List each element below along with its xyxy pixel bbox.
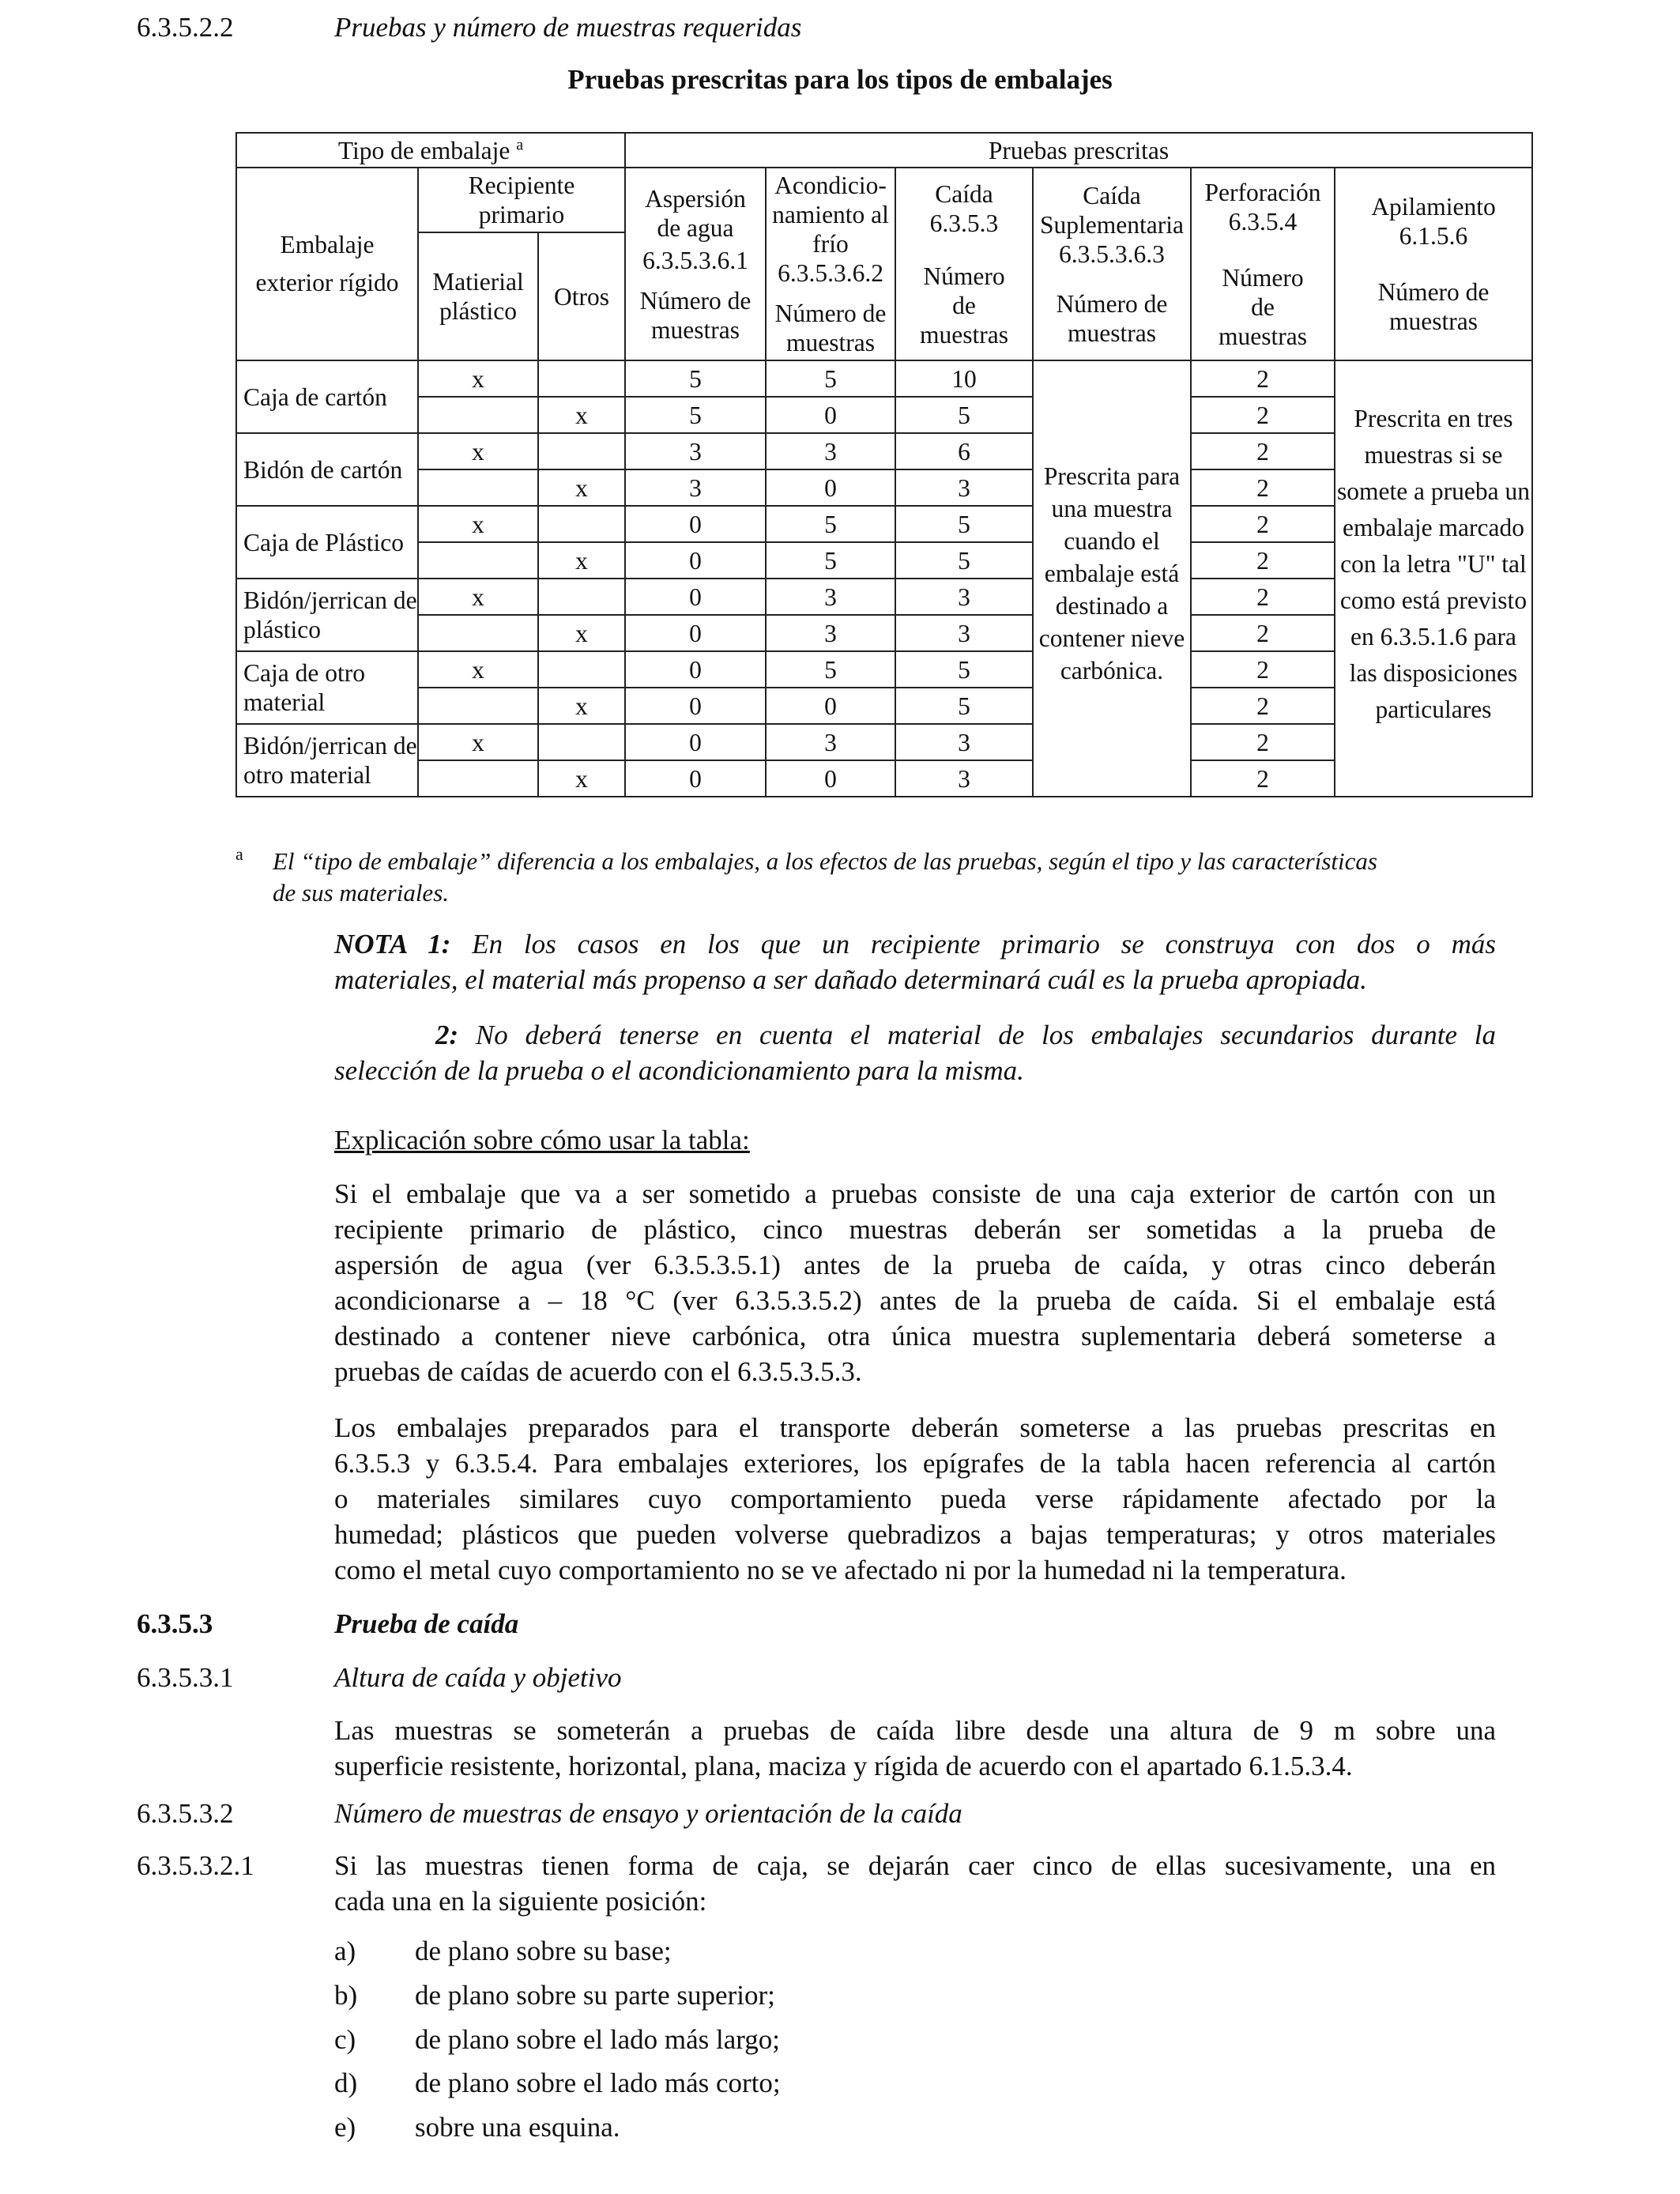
cell: 0 bbox=[625, 688, 766, 724]
cell: 3 bbox=[895, 579, 1033, 615]
prescribed-tests-header: Pruebas prescritas bbox=[625, 133, 1532, 168]
packaging-type-header: Tipo de embalaje $^a$ bbox=[236, 133, 625, 168]
col-supplementary-drop: Caída Suplementaria 6.3.5.3.6.3 Número de muestras bbox=[1033, 168, 1191, 360]
cell: 0 bbox=[625, 651, 766, 688]
cell: x bbox=[418, 360, 538, 397]
section-number: 6.3.5.2.2 bbox=[137, 12, 234, 43]
others-header: Otros bbox=[538, 232, 625, 360]
cell bbox=[418, 469, 538, 506]
explanation-paragraph-2: Los embalajes preparados para el transporte deberán someterse a las pruebas prescritas en 6.3.5.3 y 6.3.5.4. Para embalajes exteriores, los epígrafes de la tabla hacen referencia al cartón o materiales similares cuyo comportamiento pueda verse rápidamente afectado por la humedad; plásticos que pueden volverse quebradizos a bajas temperaturas; y otros materiales como el metal cuyo comportamiento no se ve afectado ni por la humedad ni la temperatura. bbox=[334, 1412, 1496, 1585]
cell bbox=[538, 506, 625, 542]
cell: 3 bbox=[895, 469, 1033, 506]
cell: 5 bbox=[625, 360, 766, 397]
cell: 0 bbox=[625, 760, 766, 797]
cell: 0 bbox=[625, 615, 766, 651]
cell: x bbox=[538, 760, 625, 797]
section-number: 6.3.5.3.1 bbox=[137, 1662, 234, 1693]
cell: 5 bbox=[625, 397, 766, 433]
section-title: Prueba de caída bbox=[334, 1608, 519, 1639]
group-label: Caja de cartón bbox=[236, 360, 418, 433]
cell bbox=[418, 760, 538, 797]
footnote-mark: a bbox=[235, 844, 243, 864]
cell: 5 bbox=[766, 360, 895, 397]
group-label: Bidón de cartón bbox=[236, 433, 418, 506]
list-letter: e) bbox=[334, 2112, 356, 2143]
cell: 3 bbox=[625, 469, 766, 506]
col-stacking: Apilamiento 6.1.5.6 Número de muestras bbox=[1335, 168, 1532, 360]
drop-height-paragraph: Las muestras se someterán a pruebas de caída libre desde una altura de 9 m sobre una superficie resistente, horizontal, plana, maciza y rígida de acuerdo con el apartado 6.1.5.3.4. bbox=[334, 1715, 1496, 1781]
cell: 3 bbox=[895, 724, 1033, 760]
cell: x bbox=[538, 397, 625, 433]
col-water-spray: Aspersión de agua 6.3.5.3.6.1 Número de muestras bbox=[625, 168, 766, 360]
cell: 0 bbox=[766, 688, 895, 724]
list-letter: d) bbox=[334, 2068, 358, 2098]
cell: x bbox=[418, 506, 538, 542]
cell bbox=[538, 360, 625, 397]
col-drop: Caída 6.3.5.3 Número de muestras bbox=[895, 168, 1033, 360]
plastic-material-header: Matierial plástico bbox=[418, 232, 538, 360]
section-number: 6.3.5.3 bbox=[137, 1608, 213, 1639]
supplementary-note: Prescrita para una muestra cuando el embalaje está destinado a contener nieve carbónica. bbox=[1033, 360, 1191, 797]
cell bbox=[418, 688, 538, 724]
cell bbox=[418, 397, 538, 433]
cell: 5 bbox=[766, 542, 895, 579]
cell: 3 bbox=[895, 760, 1033, 797]
col-perforation: Perforación 6.3.5.4 Número de muestras bbox=[1191, 168, 1335, 360]
group-label: Bidón/jerrican de plástico bbox=[236, 579, 418, 651]
cell: 2 bbox=[1191, 579, 1335, 615]
cell: 5 bbox=[766, 651, 895, 688]
group-label: Bidón/jerrican de otro material bbox=[236, 724, 418, 797]
cell: x bbox=[418, 724, 538, 760]
cell bbox=[538, 433, 625, 469]
group-label: Caja de otro material bbox=[236, 651, 418, 724]
list-letter: b) bbox=[334, 1980, 358, 2011]
stacking-note: Prescrita en tres muestras si se somete a prueba un embalaje marcado con la letra "U" tal como está previsto en 6.3.5.1.6 para las disposiciones particulares bbox=[1335, 360, 1532, 797]
col-cold-conditioning: Acondicio-namiento al frío 6.3.5.3.6.2 Número de muestras bbox=[766, 168, 895, 360]
cell: 2 bbox=[1191, 724, 1335, 760]
explanation-heading: Explicación sobre cómo usar la tabla: bbox=[334, 1125, 750, 1155]
cell: 3 bbox=[766, 579, 895, 615]
cell: x bbox=[418, 579, 538, 615]
list-item: de plano sobre el lado más corto; bbox=[415, 2068, 781, 2098]
list-letter: a) bbox=[334, 1936, 356, 1966]
cell: x bbox=[538, 688, 625, 724]
cell: 2 bbox=[1191, 506, 1335, 542]
cell: 5 bbox=[895, 688, 1033, 724]
section-title: Pruebas y número de muestras requeridas bbox=[334, 12, 802, 43]
cell: 3 bbox=[766, 724, 895, 760]
cell: x bbox=[538, 615, 625, 651]
cell: 0 bbox=[766, 397, 895, 433]
cell bbox=[538, 651, 625, 688]
section-number: 6.3.5.3.2 bbox=[137, 1798, 234, 1829]
primary-receptacle-header: Recipiente primario bbox=[418, 168, 625, 232]
cell: 0 bbox=[766, 469, 895, 506]
cell: 3 bbox=[895, 615, 1033, 651]
cell: 2 bbox=[1191, 688, 1335, 724]
box-drop-paragraph: Si las muestras tienen forma de caja, se dejarán caer cinco de ellas sucesivamente, una en cada una en la siguiente posición: bbox=[334, 1850, 1496, 1917]
cell: 2 bbox=[1191, 469, 1335, 506]
cell: 0 bbox=[625, 579, 766, 615]
section-title: Número de muestras de ensayo y orientación de la caída bbox=[334, 1798, 962, 1829]
outer-packaging-header: Embalaje exterior rígido bbox=[236, 168, 418, 360]
list-letter: c) bbox=[334, 2024, 356, 2055]
cell: 2 bbox=[1191, 397, 1335, 433]
cell: 2 bbox=[1191, 542, 1335, 579]
cell: 2 bbox=[1191, 433, 1335, 469]
cell: 3 bbox=[625, 433, 766, 469]
cell: 5 bbox=[895, 542, 1033, 579]
list-item: de plano sobre su base; bbox=[415, 1936, 672, 1966]
section-number: 6.3.5.3.2.1 bbox=[137, 1850, 254, 1881]
list-item: de plano sobre el lado más largo; bbox=[415, 2024, 781, 2055]
cell: x bbox=[418, 651, 538, 688]
cell: 6 bbox=[895, 433, 1033, 469]
cell: 10 bbox=[895, 360, 1033, 397]
explanation-paragraph-1: Si el embalaje que va a ser sometido a pruebas consiste de una caja exterior de cartón con un recipiente primario de plástico, cinco muestras deberán ser sometidas a la prueba de aspersión de agua (ver 6.3.5.3.5.1) antes de la prueba de caída, y otras cinco deberán acondicionarse a – 18 °C (ver 6.3.5.3.5.2) antes de la prueba de caída. Si el embalaje está destinado a contener nieve carbónica, otra única muestra suplementaria deberá someterse a pruebas de caídas de acuerdo con el 6.3.5.3.5.3. bbox=[334, 1178, 1496, 1387]
list-item: sobre una esquina. bbox=[415, 2112, 620, 2143]
cell bbox=[418, 542, 538, 579]
cell: 5 bbox=[895, 397, 1033, 433]
cell: 2 bbox=[1191, 360, 1335, 397]
cell: 0 bbox=[625, 542, 766, 579]
cell: 5 bbox=[766, 506, 895, 542]
tests-table bbox=[235, 132, 1533, 797]
note-1: NOTA 1: En los casos en los que un recipiente primario se construya con dos o más materiales, el material más propenso a ser dañado determinará cuál es la prueba apropiada. bbox=[334, 929, 1496, 995]
table-title: Pruebas prescritas para los tipos de embalajes bbox=[567, 64, 1113, 95]
cell: x bbox=[538, 469, 625, 506]
cell: 0 bbox=[625, 506, 766, 542]
cell: 3 bbox=[766, 433, 895, 469]
cell: 3 bbox=[766, 615, 895, 651]
cell: x bbox=[418, 433, 538, 469]
cell: 0 bbox=[766, 760, 895, 797]
cell: 5 bbox=[895, 506, 1033, 542]
cell: x bbox=[538, 542, 625, 579]
cell bbox=[538, 724, 625, 760]
cell bbox=[418, 615, 538, 651]
cell: 5 bbox=[895, 651, 1033, 688]
cell: 2 bbox=[1191, 615, 1335, 651]
cell: 2 bbox=[1191, 760, 1335, 797]
cell bbox=[538, 579, 625, 615]
cell: 2 bbox=[1191, 651, 1335, 688]
section-title: Altura de caída y objetivo bbox=[334, 1662, 622, 1693]
group-label: Caja de Plástico bbox=[236, 506, 418, 579]
cell: 0 bbox=[625, 724, 766, 760]
note-2: 2: No deberá tenerse en cuenta el material de los embalajes secundarios durante la selección de la prueba o el acondicionamiento para la misma. bbox=[334, 1020, 1496, 1086]
list-item: de plano sobre su parte superior; bbox=[415, 1980, 775, 2011]
footnote-text: El “tipo de embalaje” diferencia a los embalajes, a los efectos de las pruebas, según el tipo y las características de sus materiales. bbox=[273, 847, 1377, 907]
